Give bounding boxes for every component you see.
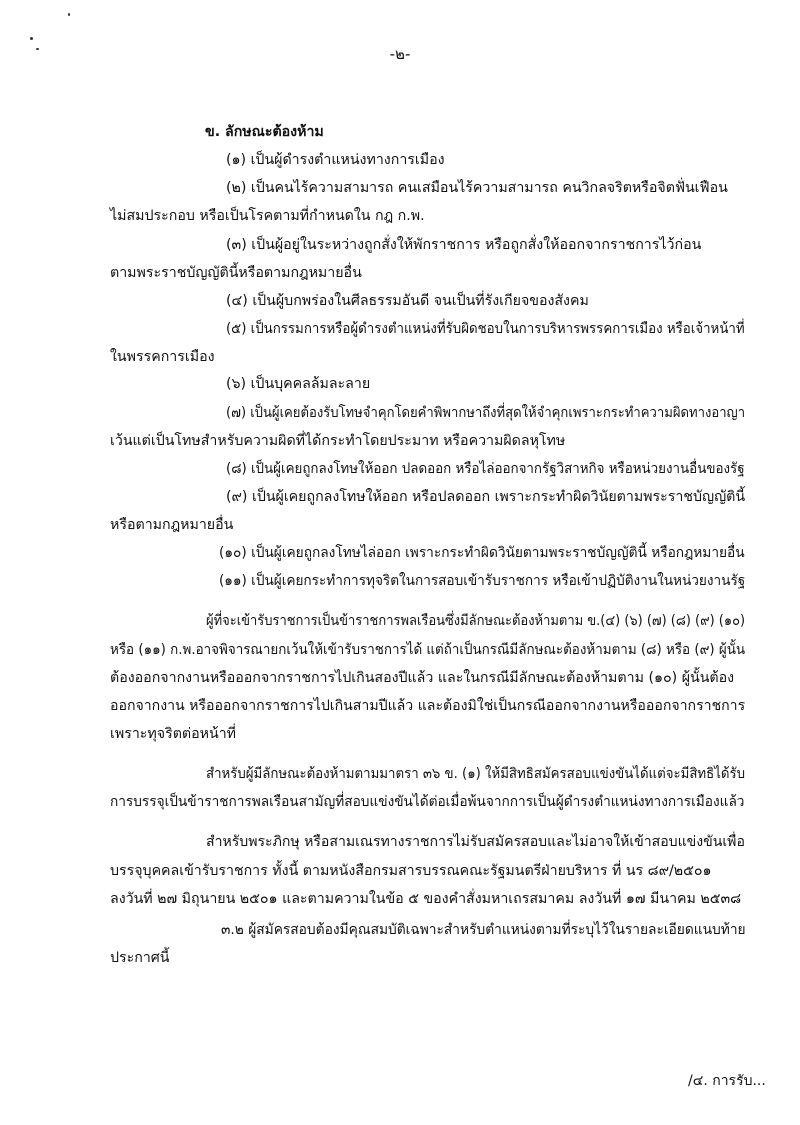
item-9-line-1: (๙) เป็นผู้เคยถูกลงโทษให้ออก หรือปลดออก เพราะกระทำผิดวินัยตามพระราชบัญญัตินี้ [226,489,746,505]
item-8: (๘) เป็นผู้เคยถูกลงโทษให้ออก ปลดออก หรือไล่ออกจากรัฐวิสาหกิจ หรือหน่วยงานอื่นของรัฐ [226,461,745,477]
para-1-line-1: ผู้ที่จะเข้ารับราชการเป็นข้าราชการพลเรือนซึ่งมีลักษณะต้องห้ามตาม ข.(๔) (๖) (๗) (๘) (๙) (๑๐) [206,613,746,629]
item-2-line-1: (๒) เป็นคนไร้ความสามารถ คนเสมือนไร้ความสามารถ คนวิกลจริตหรือจิตฟั่นเฟือน [226,180,728,196]
continuation-reference: /๔. การรับ... [688,1073,766,1089]
section-heading: ข. ลักษณะต้องห้าม [205,124,324,140]
item-1: (๑) เป็นผู้ดำรงตำแหน่งทางการเมือง [226,152,445,168]
para-2-line-2: การบรรจุเป็นข้าราชการพลเรือนสามัญที่สอบแข่งขันได้ต่อเมื่อพ้นจากการเป็นผู้ดำรงตำแหน่งทางการเมืองแล้ว [110,794,745,810]
para-3-line-2: บรรจุบุคคลเข้ารับราชการ ทั้งนี้ ตามหนังสือกรมสารบรรณคณะรัฐมนตรีฝ่ายบริหาร ที่ นร ๘๙/๒๕๐๑ [110,863,712,879]
item-3-line-2: ตามพระราชบัญญัตินี้หรือตามกฎหมายอื่น [110,265,362,281]
item-4: (๔) เป็นผู้บกพร่องในศีลธรรมอันดี จนเป็นที่รังเกียจของสังคม [226,293,589,309]
item-9-line-2: หรือตามกฎหมายอื่น [110,517,234,533]
page-number: -๒- [389,45,411,63]
para-4-line-2: ประกาศนี้ [110,950,170,966]
item-11: (๑๑) เป็นผู้เคยกระทำการทุจริตในการสอบเข้ารับราชการ หรือเข้าปฏิบัติงานในหน่วยงานรัฐ [219,573,746,589]
item-2-line-2: ไม่สมประกอบ หรือเป็นโรคตามที่กำหนดใน กฎ ก.พ. [110,208,425,224]
para-1-line-4: ออกจากงาน หรือออกจากราชการไปเกินสามปีแล้ว และต้องมิใช่เป็นกรณีออกจากงานหรือออกจากราชการ [110,698,746,714]
para-1-line-3: ต้องออกจากงานหรือออกจากราชการไปเกินสองปีแล้ว และในกรณีมีลักษณะต้องห้ามตาม (๑๐) ผู้นั้นต้อง [110,670,735,686]
item-5-line-2: ในพรรคการเมือง [110,349,215,365]
para-4-line-1: ๓.๒ ผู้สมัครสอบต้องมีคุณสมบัติเฉพาะสำหรับตำแหน่งตามที่ระบุไว้ในรายละเอียดแนบท้าย [221,922,746,938]
item-5-line-1: (๕) เป็นกรรมการหรือผู้ดำรงตำแหน่งที่รับผิดชอบในการบริหารพรรคการเมือง หรือเจ้าหน้าที่ [226,321,745,337]
item-3-line-1: (๓) เป็นผู้อยู่ในระหว่างถูกสั่งให้พักราชการ หรือถูกสั่งให้ออกจากราชการไว้ก่อน [226,237,702,253]
scan-speck [68,13,70,16]
para-1-line-5: เพราะทุจริตต่อหน้าที่ [110,726,237,742]
para-1-line-2: หรือ (๑๑) ก.พ.อาจพิจารณายกเว้นให้เข้ารับราชการได้ แต่ถ้าเป็นกรณีมีลักษณะต้องห้ามตาม (๘) หรือ (๙) ผู้นั้น [110,642,746,658]
item-6: (๖) เป็นบุคคลล้มละลาย [226,376,371,392]
item-7-line-2: เว้นแต่เป็นโทษสำหรับความผิดที่ได้กระทำโดยประมาท หรือความผิดลหุโทษ [110,433,566,449]
para-3-line-1: สำหรับพระภิกษุ หรือสามเณรทางราชการไม่รับสมัครสอบและไม่อาจให้เข้าสอบแข่งขันเพื่อ [206,834,745,850]
scan-speck [30,37,33,40]
para-2-line-1: สำหรับผู้มีลักษณะต้องห้ามตามมาตรา ๓๖ ข. (๑) ให้มีสิทธิสมัครสอบแข่งขันได้แต่จะมีสิทธิได้รับ [206,766,746,782]
para-3-line-3: ลงวันที่ ๒๗ มิถุนายน ๒๕๐๑ และตามความในข้อ ๕ ของคำสั่งมหาเถรสมาคม ลงวันที่ ๑๗ มีนาคม ๒๕๓๘ [110,891,742,907]
item-7-line-1: (๗) เป็นผู้เคยต้องรับโทษจำคุกโดยคำพิพากษาถึงที่สุดให้จำคุกเพราะกระทำความผิดทางอาญา [226,405,746,421]
item-10: (๑๐) เป็นผู้เคยถูกลงโทษไล่ออก เพราะกระทำผิดวินัยตามพระราชบัญญัตินี้ หรือกฎหมายอื่น [219,545,745,561]
